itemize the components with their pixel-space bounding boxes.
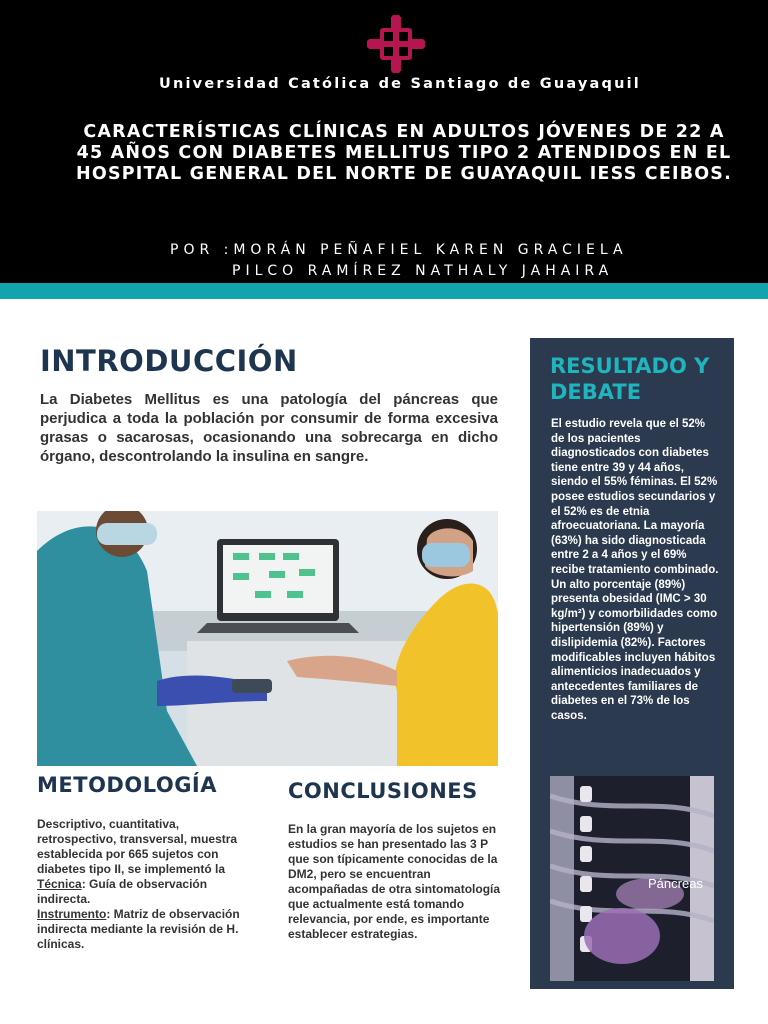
metodologia-intro: Descriptivo, cuantitativa, retrospectivo, transversal, muestra establecida por 665 sujetos con diabetes tipo II, se implementó la	[37, 817, 238, 876]
introduccion-heading: INTRODUCCIÓN	[40, 344, 298, 378]
metodologia-text	[37, 817, 252, 952]
introduccion-text: La Diabetes Mellitus es una patología del páncreas que perjudica a toda la población por consumir de forma excesiva grasas o sacarosas, ocasionando una sobrecarga en dicho órgano, descontrolando la insulina en sangre.	[40, 391, 498, 465]
pancreas-image	[550, 776, 714, 981]
teal-divider-band	[0, 283, 768, 299]
poster-title: CARACTERÍSTICAS CLÍNICAS EN ADULTOS JÓVENES DE 22 A 45 AÑOS CON DIABETES MELLITUS TIPO 2 ATENDIDOS EN EL HOSPITAL GENERAL DEL NORTE DE GUAYAQUIL IESS CEIBOS.	[76, 122, 732, 184]
authors	[170, 240, 690, 282]
instrumento-label: Instrumento	[37, 907, 107, 921]
university-cross-logo-icon	[367, 15, 425, 73]
instrumento-text: : Matriz de observación	[106, 907, 240, 921]
metodologia-closing: indirecta mediante la revisión de H. clínicas.	[37, 922, 239, 951]
metodologia-heading: METODOLOGÍA	[37, 773, 217, 797]
authors-line-2: PILCO RAMÍREZ NATHALY JAHAIRA	[232, 263, 614, 279]
header	[0, 0, 768, 283]
tecnica-text: : Guía de observación indirecta.	[37, 877, 208, 906]
pancreas-label: Páncreas	[648, 876, 703, 891]
authors-line-1: POR :MORÁN PEÑAFIEL KAREN GRACIELA	[170, 242, 628, 258]
resultado-heading: RESULTADO Y DEBATE	[550, 354, 710, 404]
clinic-photo-illustration	[37, 511, 498, 766]
clinic-photo	[37, 511, 498, 766]
tecnica-label: Técnica	[37, 877, 82, 891]
conclusiones-text: En la gran mayoría de los sujetos en estudios se han presentado las 3 P que son típicamente conocidas de la DM2, pero se encuentran acompañadas de otra sintomatología que actualmente está tomando relevancia, por ende, es importante establecer estrategias.	[288, 822, 501, 941]
university-name: Universidad Católica de Santiago de Guayaquil	[159, 76, 641, 92]
resultado-text: El estudio revela que el 52% de los pacientes diagnosticados con diabetes tiene entre 39 y 44 años, siendo el 55% féminas. El 52% posee estudios secundarios y el 52% es de etnia afroecuatoriana. La mayoría (63%) ha sido diagnosticada entre 2 a 4 años y el 69% recibe tratamiento combinado. Un alto porcentaje (89%) presenta obesidad (IMC > 30 kg/m²) y comorbilidades como hipertensión (89%) y dislipidemia (82%). Factores modificables incluyen hábitos alimenticios inadecuados y antecedentes familiares de diabetes en el 73% de los casos.	[551, 418, 719, 722]
conclusiones-heading: CONCLUSIONES	[288, 779, 478, 803]
